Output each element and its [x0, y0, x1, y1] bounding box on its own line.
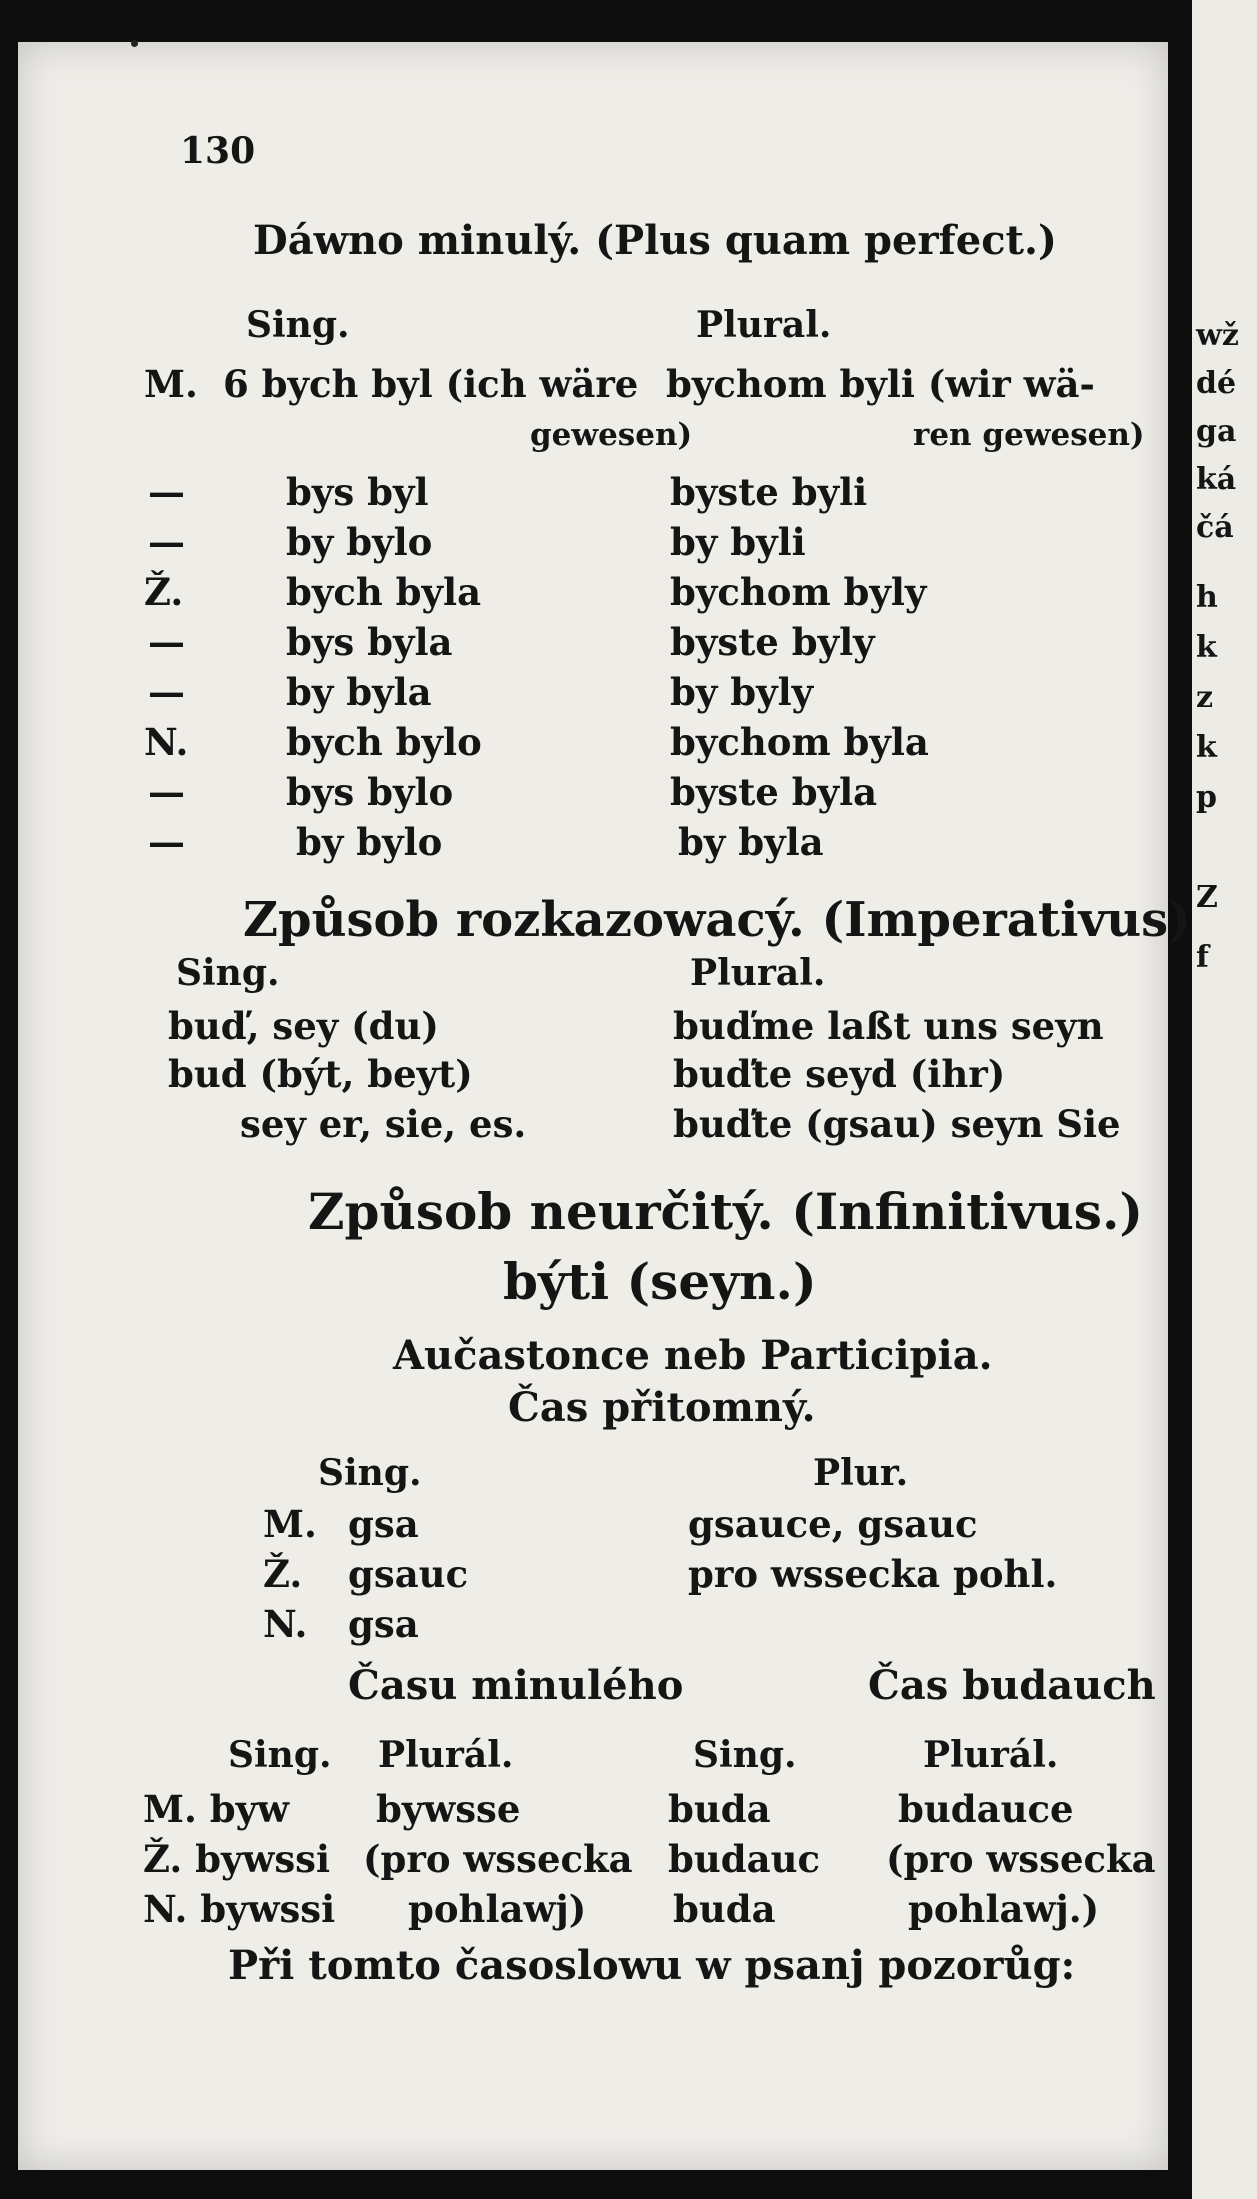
participle-form: gsauc	[348, 1552, 469, 1596]
imperative-plural-form: buďme laßt uns seyn	[673, 1004, 1104, 1048]
row-label: —	[148, 770, 185, 814]
plural-form: ren gewesen)	[913, 417, 1145, 453]
past-sing-header: Sing.	[228, 1734, 332, 1776]
plural-form: bychom byla	[670, 720, 929, 764]
fragment: ká	[1196, 462, 1237, 497]
fragment: ga	[1196, 414, 1237, 449]
participle-plur-form: gsauce, gsauc	[688, 1502, 978, 1546]
past-tense-title: Času minulého	[348, 1662, 684, 1709]
participle-label: Ž.	[263, 1552, 303, 1596]
plural-form: byste byli	[670, 470, 868, 514]
participles-plur-header: Plur.	[813, 1452, 909, 1494]
participle-label: M.	[263, 1502, 317, 1546]
past-sing-form: Ž. bywssi	[143, 1837, 331, 1881]
row-label: M.	[144, 362, 198, 406]
past-plural-form: pohlawj)	[408, 1887, 587, 1931]
page-number: 130	[180, 130, 256, 172]
fragment: f	[1196, 940, 1209, 975]
sing-form: 6 bych byl (ich wäre	[223, 362, 639, 406]
imperative-plural-form: buďte seyd (ihr)	[673, 1052, 1006, 1096]
fragment: Z	[1196, 880, 1218, 915]
adjacent-page-edge	[1192, 0, 1257, 2199]
fragment: wž	[1196, 318, 1239, 353]
future-sing-form: budauc	[668, 1837, 821, 1881]
fragment: k	[1196, 730, 1217, 765]
sing-form: by byla	[286, 670, 432, 714]
row-label: N.	[144, 720, 189, 764]
book-page	[18, 42, 1191, 2170]
plural-form: by byla	[678, 820, 824, 864]
future-plural-form: budauce	[898, 1787, 1074, 1831]
plural-form: by byli	[670, 520, 806, 564]
future-plural-form: (pro wssecka	[886, 1837, 1156, 1881]
fragment: k	[1196, 630, 1217, 665]
past-plural-form: bywsse	[376, 1787, 521, 1831]
infinitive-title: Způsob neurčitý. (Infinitivus.)	[308, 1182, 1144, 1241]
pluperfect-title: Dáwno minulý. (Plus quam perfect.)	[253, 217, 1057, 264]
row-label: —	[148, 670, 185, 714]
fragment: z	[1196, 680, 1214, 715]
row-label: Ž.	[144, 570, 184, 614]
sing-form: bys byl	[286, 470, 429, 514]
sing-form: by bylo	[286, 520, 433, 564]
participle-plur-form: pro wssecka pohl.	[688, 1552, 1058, 1596]
past-sing-form: N. bywssi	[143, 1887, 336, 1931]
future-sing-form: buda	[673, 1887, 776, 1931]
participles-title: Aučastonce neb Participia.	[393, 1332, 993, 1379]
plural-form: byste byly	[670, 620, 875, 664]
sing-form: by bylo	[296, 820, 443, 864]
past-plural-form: (pro wssecka	[363, 1837, 633, 1881]
plural-form: bychom byli (wir wä-	[666, 362, 1095, 406]
past-sing-form: M. byw	[143, 1787, 289, 1831]
future-tense-title: Čas budauch	[868, 1662, 1156, 1709]
imperative-sing-form: buď, sey (du)	[168, 1004, 439, 1048]
imperative-plural-form: buďte (gsau) seyn Sie	[673, 1102, 1121, 1146]
imperative-title: Způsob rozkazowacý. (Imperativus)	[243, 892, 1191, 948]
sing-form: bys byla	[286, 620, 453, 664]
plural-form: bychom byly	[670, 570, 927, 614]
plural-form: by byly	[670, 670, 814, 714]
pluperfect-sing-header: Sing.	[246, 304, 350, 346]
future-sing-form: buda	[668, 1787, 771, 1831]
imperative-plural-header: Plural.	[690, 952, 826, 994]
future-plural-header: Plurál.	[923, 1734, 1059, 1776]
ink-speck	[131, 40, 138, 47]
sing-form: gewesen)	[530, 417, 693, 453]
participle-form: gsa	[348, 1502, 419, 1546]
sing-form: bych bylo	[286, 720, 482, 764]
future-plural-form: pohlawj.)	[908, 1887, 1100, 1931]
fragment: h	[1196, 580, 1218, 615]
past-plural-header: Plurál.	[378, 1734, 514, 1776]
sing-form: bys bylo	[286, 770, 454, 814]
imperative-sing-header: Sing.	[176, 952, 280, 994]
fragment: čá	[1196, 510, 1234, 545]
participle-label: N.	[263, 1602, 308, 1646]
sing-form: bych byla	[286, 570, 482, 614]
infinitive-form: býti (seyn.)	[503, 1252, 817, 1311]
fragment: dé	[1196, 366, 1237, 401]
imperative-sing-form: bud (být, beyt)	[168, 1052, 473, 1096]
future-sing-header: Sing.	[693, 1734, 797, 1776]
row-label: —	[148, 520, 185, 564]
row-label: —	[148, 820, 185, 864]
fragment: p	[1196, 780, 1217, 815]
imperative-sing-form: sey er, sie, es.	[240, 1102, 527, 1146]
plural-form: byste byla	[670, 770, 878, 814]
present-tense-title: Čas přitomný.	[508, 1384, 816, 1431]
participle-form: gsa	[348, 1602, 419, 1646]
row-label: —	[148, 470, 185, 514]
participles-sing-header: Sing.	[318, 1452, 422, 1494]
pluperfect-plural-header: Plural.	[696, 304, 832, 346]
row-label: —	[148, 620, 185, 664]
footer-line: Při tomto časoslowu w psanj pozorůg:	[228, 1942, 1076, 1989]
